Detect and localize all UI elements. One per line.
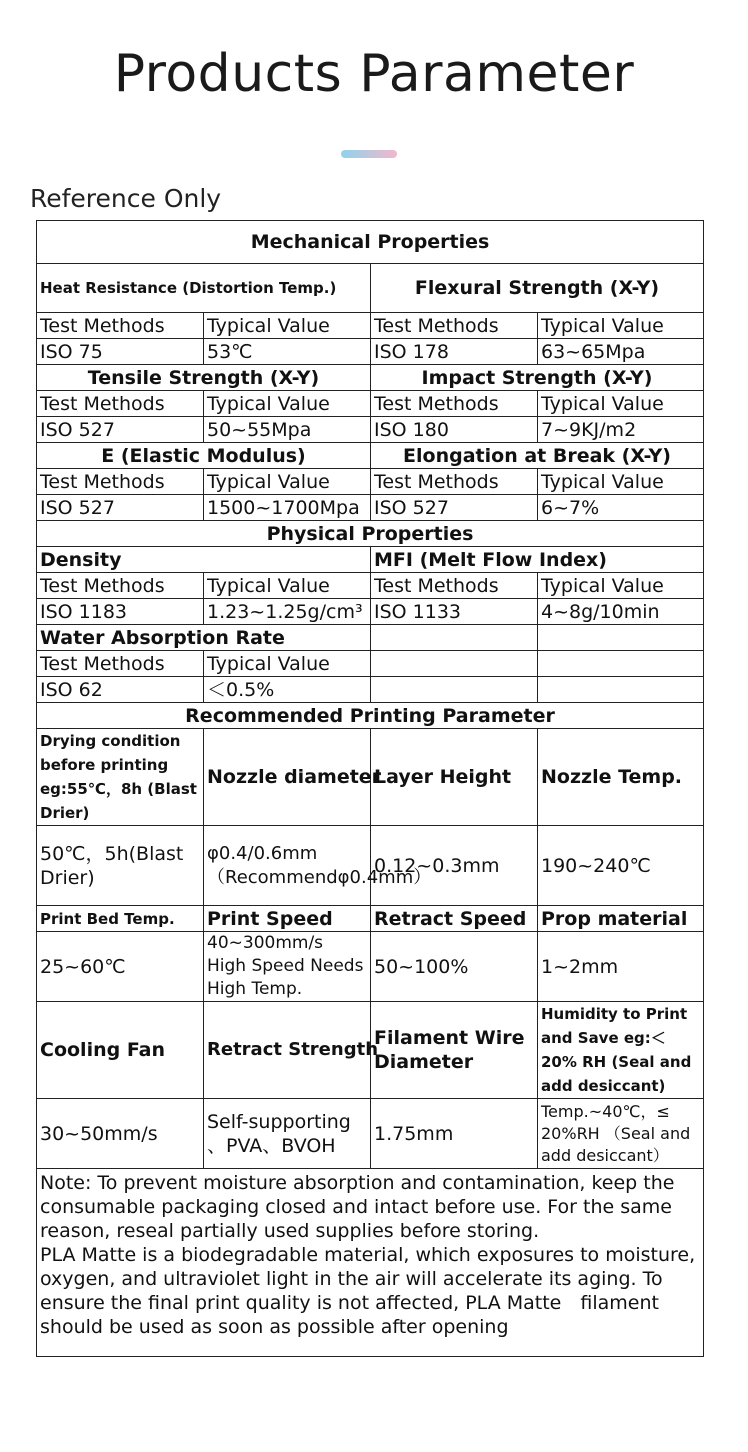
elongation-label: Elongation at Break (X-Y) (371, 443, 704, 469)
test-methods-label: Test Methods (371, 469, 538, 495)
mfi-method: ISO 1133 (371, 599, 538, 625)
test-methods-label: Test Methods (37, 313, 204, 339)
flex-method: ISO 178 (371, 339, 538, 365)
retract-strength-label: Retract Strength (204, 1002, 371, 1099)
note-cell (37, 1169, 704, 1357)
density-method: ISO 1183 (37, 599, 204, 625)
parameter-table (36, 220, 704, 1357)
empty-cell (371, 651, 538, 677)
note-paragraph-1: Note: To prevent moisture absorption and contamination, keep the consumable packaging closed and intact before use. For the same reason, reseal partially used supplies before storing. (40, 1172, 675, 1242)
test-methods-label: Test Methods (37, 391, 204, 417)
nozzle-diameter-label: Nozzle diameter (204, 729, 371, 826)
physical-header: Physical Properties (37, 521, 704, 547)
density-value: 1.23~1.25g/cm³ (204, 599, 371, 625)
typical-value-label: Typical Value (204, 469, 371, 495)
humidity-value: Temp.~40℃，≤ 20%RH （Seal and add desiccant） (538, 1099, 704, 1169)
heat-resistance-label: Heat Resistance (Distortion Temp.) (37, 264, 371, 313)
humidity-label: Humidity to Print and Save eg:＜20% RH (Seal and add desiccant) (538, 1002, 704, 1099)
typical-value-label: Typical Value (204, 573, 371, 599)
empty-cell (538, 677, 704, 703)
filament-diameter-label: Filament Wire Diameter (371, 1002, 538, 1099)
water-absorption-label: Water Absorption Rate (37, 625, 371, 651)
title-accent-bar (341, 150, 397, 158)
heat-method: ISO 75 (37, 339, 204, 365)
flex-value: 63~65Mpa (538, 339, 704, 365)
bed-value: 25~60℃ (37, 932, 204, 1002)
test-methods-label: Test Methods (37, 573, 204, 599)
drying-value: 50℃，5h(Blast Drier) (37, 826, 204, 906)
bed-temp-label: Print Bed Temp. (37, 906, 204, 932)
mfi-label: MFI (Melt Flow Index) (371, 547, 704, 573)
impact-value: 7~9KJ/m2 (538, 417, 704, 443)
empty-cell (371, 625, 538, 651)
tensile-label: Tensile Strength (X-Y) (37, 365, 371, 391)
test-methods-label: Test Methods (371, 573, 538, 599)
typical-value-label: Typical Value (204, 313, 371, 339)
water-value: ＜0.5% (204, 677, 371, 703)
typical-value-label: Typical Value (204, 651, 371, 677)
reference-note: Reference Only (30, 184, 222, 213)
water-method: ISO 62 (37, 677, 204, 703)
heat-value: 53℃ (204, 339, 371, 365)
elastic-method: ISO 527 (37, 495, 204, 521)
typical-value-label: Typical Value (538, 313, 704, 339)
impact-label: Impact Strength (X-Y) (371, 365, 704, 391)
tensile-method: ISO 527 (37, 417, 204, 443)
test-methods-label: Test Methods (37, 651, 204, 677)
density-label: Density (37, 547, 371, 573)
empty-cell (538, 625, 704, 651)
nozzle-value: φ0.4/0.6mm （Recommendφ0.4mm） (204, 826, 371, 906)
elong-method: ISO 527 (371, 495, 538, 521)
retract-speed-label: Retract Speed (371, 906, 538, 932)
strength-value: Self-supporting 、PVA、BVOH (204, 1099, 371, 1169)
prop-value: 1~2mm (538, 932, 704, 1002)
empty-cell (538, 651, 704, 677)
page-title: Products Parameter (113, 44, 635, 104)
impact-method: ISO 180 (371, 417, 538, 443)
layer-value: 0.12~0.3mm (371, 826, 538, 906)
elastic-value: 1500~1700Mpa (204, 495, 371, 521)
diameter-value: 1.75mm (371, 1099, 538, 1169)
note-paragraph-2: PLA Matte is a biodegradable material, which exposures to moisture, oxygen, and ultraviolet light in the air will accelerate its aging. To ensure the final print quality is not affected, PLA Matte filament should be used as soon as possible after opening (40, 1244, 696, 1338)
printing-header: Recommended Printing Parameter (37, 703, 704, 729)
test-methods-label: Test Methods (37, 469, 204, 495)
retract-value: 50~100% (371, 932, 538, 1002)
speed-value: 40~300mm/s High Speed Needs High Temp. (204, 932, 371, 1002)
typical-value-label: Typical Value (204, 391, 371, 417)
prop-material-label: Prop material (538, 906, 704, 932)
print-speed-label: Print Speed (204, 906, 371, 932)
nozzle-temp-value: 190~240℃ (538, 826, 704, 906)
test-methods-label: Test Methods (371, 391, 538, 417)
drying-label: Drying condition before printing eg:55℃，8h (Blast Drier) (37, 729, 204, 826)
flexural-label: Flexural Strength (X-Y) (371, 264, 704, 313)
mechanical-header: Mechanical Properties (37, 221, 704, 264)
tensile-value: 50~55Mpa (204, 417, 371, 443)
elastic-label: E (Elastic Modulus) (37, 443, 371, 469)
empty-cell (371, 677, 538, 703)
fan-value: 30~50mm/s (37, 1099, 204, 1169)
mfi-value: 4~8g/10min (538, 599, 704, 625)
layer-height-label: Layer Height (371, 729, 538, 826)
nozzle-temp-label: Nozzle Temp. (538, 729, 704, 826)
typical-value-label: Typical Value (538, 469, 704, 495)
elong-value: 6~7% (538, 495, 704, 521)
test-methods-label: Test Methods (371, 313, 538, 339)
typical-value-label: Typical Value (538, 391, 704, 417)
typical-value-label: Typical Value (538, 573, 704, 599)
cooling-fan-label: Cooling Fan (37, 1002, 204, 1099)
